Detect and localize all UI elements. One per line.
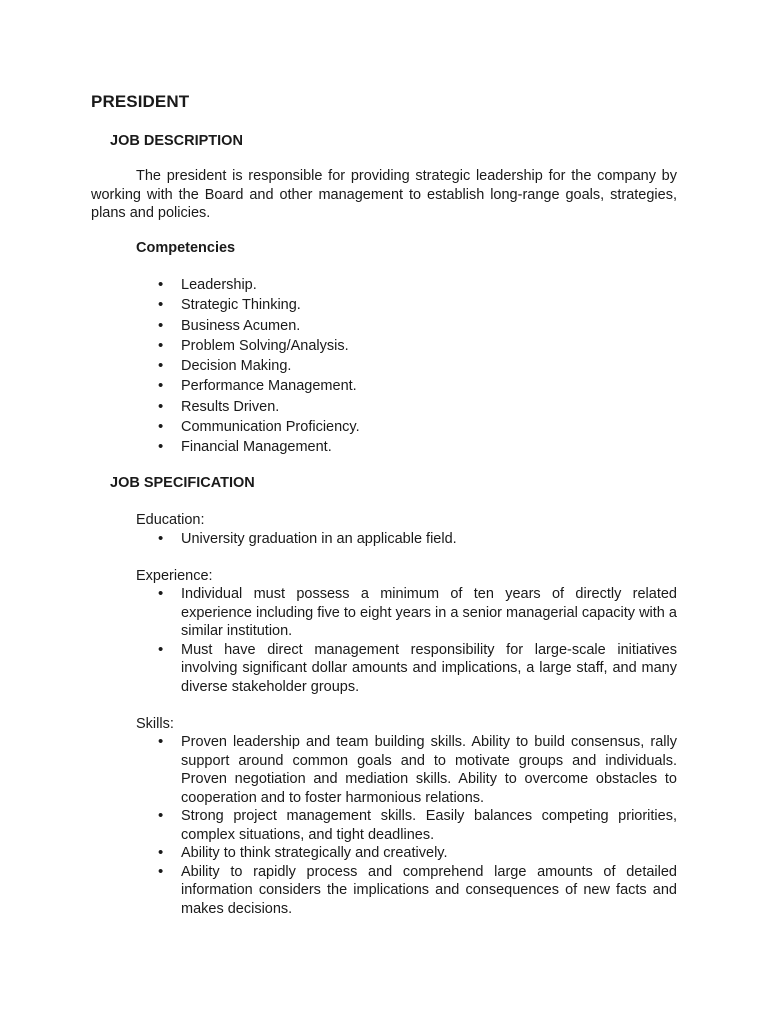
list-item: • Strategic Thinking. <box>136 296 677 316</box>
list-item: • Financial Management. <box>136 438 677 458</box>
list-item: • Proven leadership and team building skills. Ability to build consensus, rally support around common goals and to motivate groups and individuals. Proven negotiation and mediation skills. Ability to overcome obstacles to cooperation and to foster harmonious relations. <box>136 733 677 807</box>
education-label: Education: <box>136 512 205 528</box>
list-item: • Results Driven. <box>136 398 677 418</box>
job-description-paragraph: The president is responsible for providing strategic leadership for the company by working with the Board and other management to establish long-range goals, strategies, plans and policies. <box>91 168 677 221</box>
list-item: • Ability to rapidly process and comprehend large amounts of detailed information considers the implications and consequences of new facts and makes decisions. <box>136 863 677 919</box>
list-item: • Ability to think strategically and creatively. <box>136 844 677 863</box>
experience-label: Experience: <box>136 568 213 584</box>
list-item: • University graduation in an applicable field. <box>136 530 677 549</box>
list-item: • Problem Solving/Analysis. <box>136 337 677 357</box>
document-title: PRESIDENT <box>91 92 190 111</box>
list-item: • Communication Proficiency. <box>136 418 677 438</box>
competencies-list <box>136 276 677 459</box>
skills-label: Skills: <box>136 716 174 732</box>
experience-list <box>136 585 677 696</box>
job-specification-heading: JOB SPECIFICATION <box>110 475 255 491</box>
job-description-heading: JOB DESCRIPTION <box>110 133 243 149</box>
list-item: • Business Acumen. <box>136 317 677 337</box>
competencies-heading: Competencies <box>136 240 236 256</box>
list-item: • Leadership. <box>136 276 677 296</box>
list-item: • Strong project management skills. Easily balances competing priorities, complex situations, and tight deadlines. <box>136 807 677 844</box>
list-item: • Decision Making. <box>136 357 677 377</box>
list-item: • Performance Management. <box>136 377 677 397</box>
list-item: • Must have direct management responsibility for large-scale initiatives involving significant dollar amounts and implications, a large staff, and many diverse stakeholder groups. <box>136 641 677 697</box>
list-item: • Individual must possess a minimum of ten years of directly related experience including five to eight years in a senior managerial capacity with a similar institution. <box>136 585 677 641</box>
education-list <box>136 530 677 549</box>
skills-list <box>136 733 677 918</box>
